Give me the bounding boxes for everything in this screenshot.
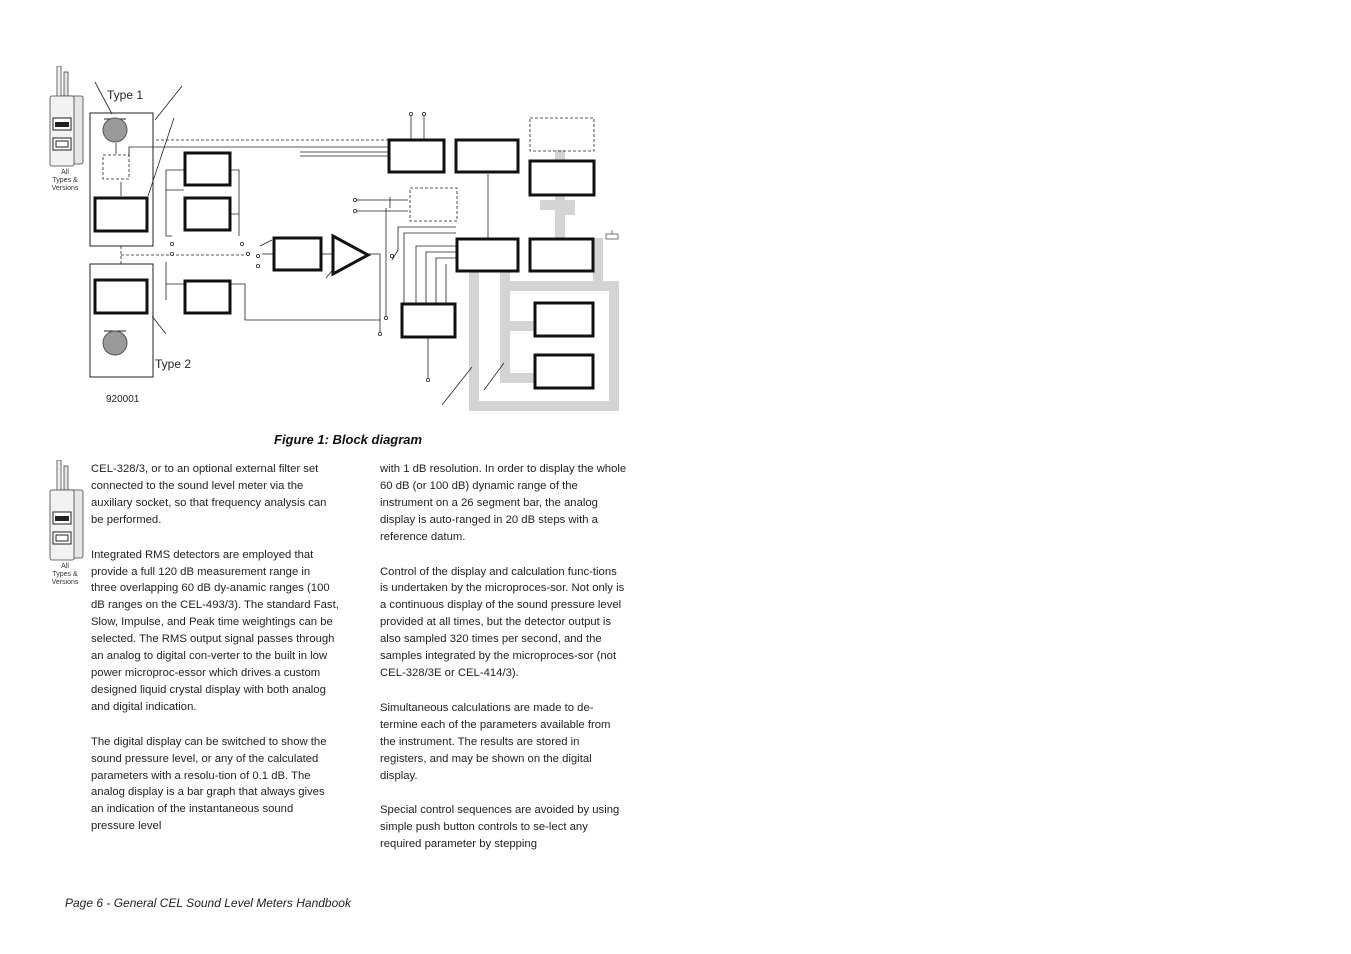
sound-level-meter-icon <box>48 460 92 564</box>
page-footer: Page 6 - General CEL Sound Level Meters Handbook <box>65 896 351 910</box>
type1-label: Type 1 <box>107 88 144 102</box>
weighting-block <box>185 153 230 185</box>
figure-caption: Figure 1: Block diagram <box>274 432 423 447</box>
memory-block <box>530 239 593 271</box>
optional-display-box <box>530 118 594 151</box>
icon-caption-line: All <box>61 169 69 176</box>
weighting-block <box>185 281 230 313</box>
block-diagram <box>0 0 640 420</box>
text-column-left <box>91 461 339 853</box>
detector-block <box>457 239 518 271</box>
weighting-block <box>185 198 230 230</box>
icon-caption-line: All <box>61 563 69 570</box>
preamp-optional-box <box>103 155 129 179</box>
adc-block <box>402 304 455 337</box>
paragraph: Special control sequences are avoided by using simple push button controls to se-lect any required parameter by stepping <box>380 804 620 851</box>
all-types-versions-icon <box>48 460 92 590</box>
paragraph: CEL-328/3, or to an optional external filter set connected to the sound level meter via the auxiliary socket, so that frequency analysis can be performed. <box>91 463 327 526</box>
microphone-icon <box>103 331 127 355</box>
paragraph: with 1 dB resolution. In order to display the whole 60 dB (or 100 dB) dynamic range of the instrument on a 26 segment bar, the analog display is auto-ranged in 20 dB steps with a reference datum. <box>380 463 627 543</box>
paragraph: The digital display can be switched to show the sound pressure level, or any of the calculated parameters with a resolu-tion of 0.1 dB. The analog display is a bar graph that always gives an indication of the instantaneous sound pressure level <box>91 735 327 833</box>
paragraph: Integrated RMS detectors are employed that provide a full 120 dB measurement range in three overlapping 60 dB dy-anamic ranges (100 dB ranges on the CEL-493/3). The standard Fast, Slow, Impulse, and Peak time weightings can be selected. The RMS output signal passes through an analog to digital con-verter to the built in low power microproc-essor which drives a custom designed liquid crystal display with both analog and digital indication. <box>91 548 339 713</box>
range-block <box>274 238 321 270</box>
type2-label: Type 2 <box>155 357 192 371</box>
output-block <box>389 140 444 172</box>
preamp-block <box>95 198 147 231</box>
paragraph: Control of the display and calculation func-tions is undertaken by the microproces-sor. Not only is a continuous display of the sound pressure level provided at all times, but the detector output is also sampled 320 times per second, and the samples integrated by the microproces-sor (not CEL-328/3E or CEL-414/3). <box>380 565 625 679</box>
figure-code: 920001 <box>106 394 140 405</box>
text-column-right <box>380 461 628 871</box>
amplifier-icon <box>333 236 368 274</box>
connector-icon <box>606 230 618 239</box>
icon-caption-line: Types & <box>52 571 78 578</box>
microphone-icon <box>103 118 127 142</box>
power-block <box>535 355 593 388</box>
icon-caption-line: Types & <box>52 177 78 184</box>
icon-caption-line: Versions <box>51 579 79 586</box>
preamp-block <box>95 280 147 313</box>
processor-block <box>456 140 518 172</box>
display-block <box>530 161 594 195</box>
optional-filter-box <box>410 188 457 221</box>
control-block <box>535 303 593 336</box>
icon-caption-line: Versions <box>51 185 79 192</box>
paragraph: Simultaneous calculations are made to de-termine each of the parameters available from the instrument. The results are stored in registers, and may be shown on the digital display. <box>380 701 611 782</box>
